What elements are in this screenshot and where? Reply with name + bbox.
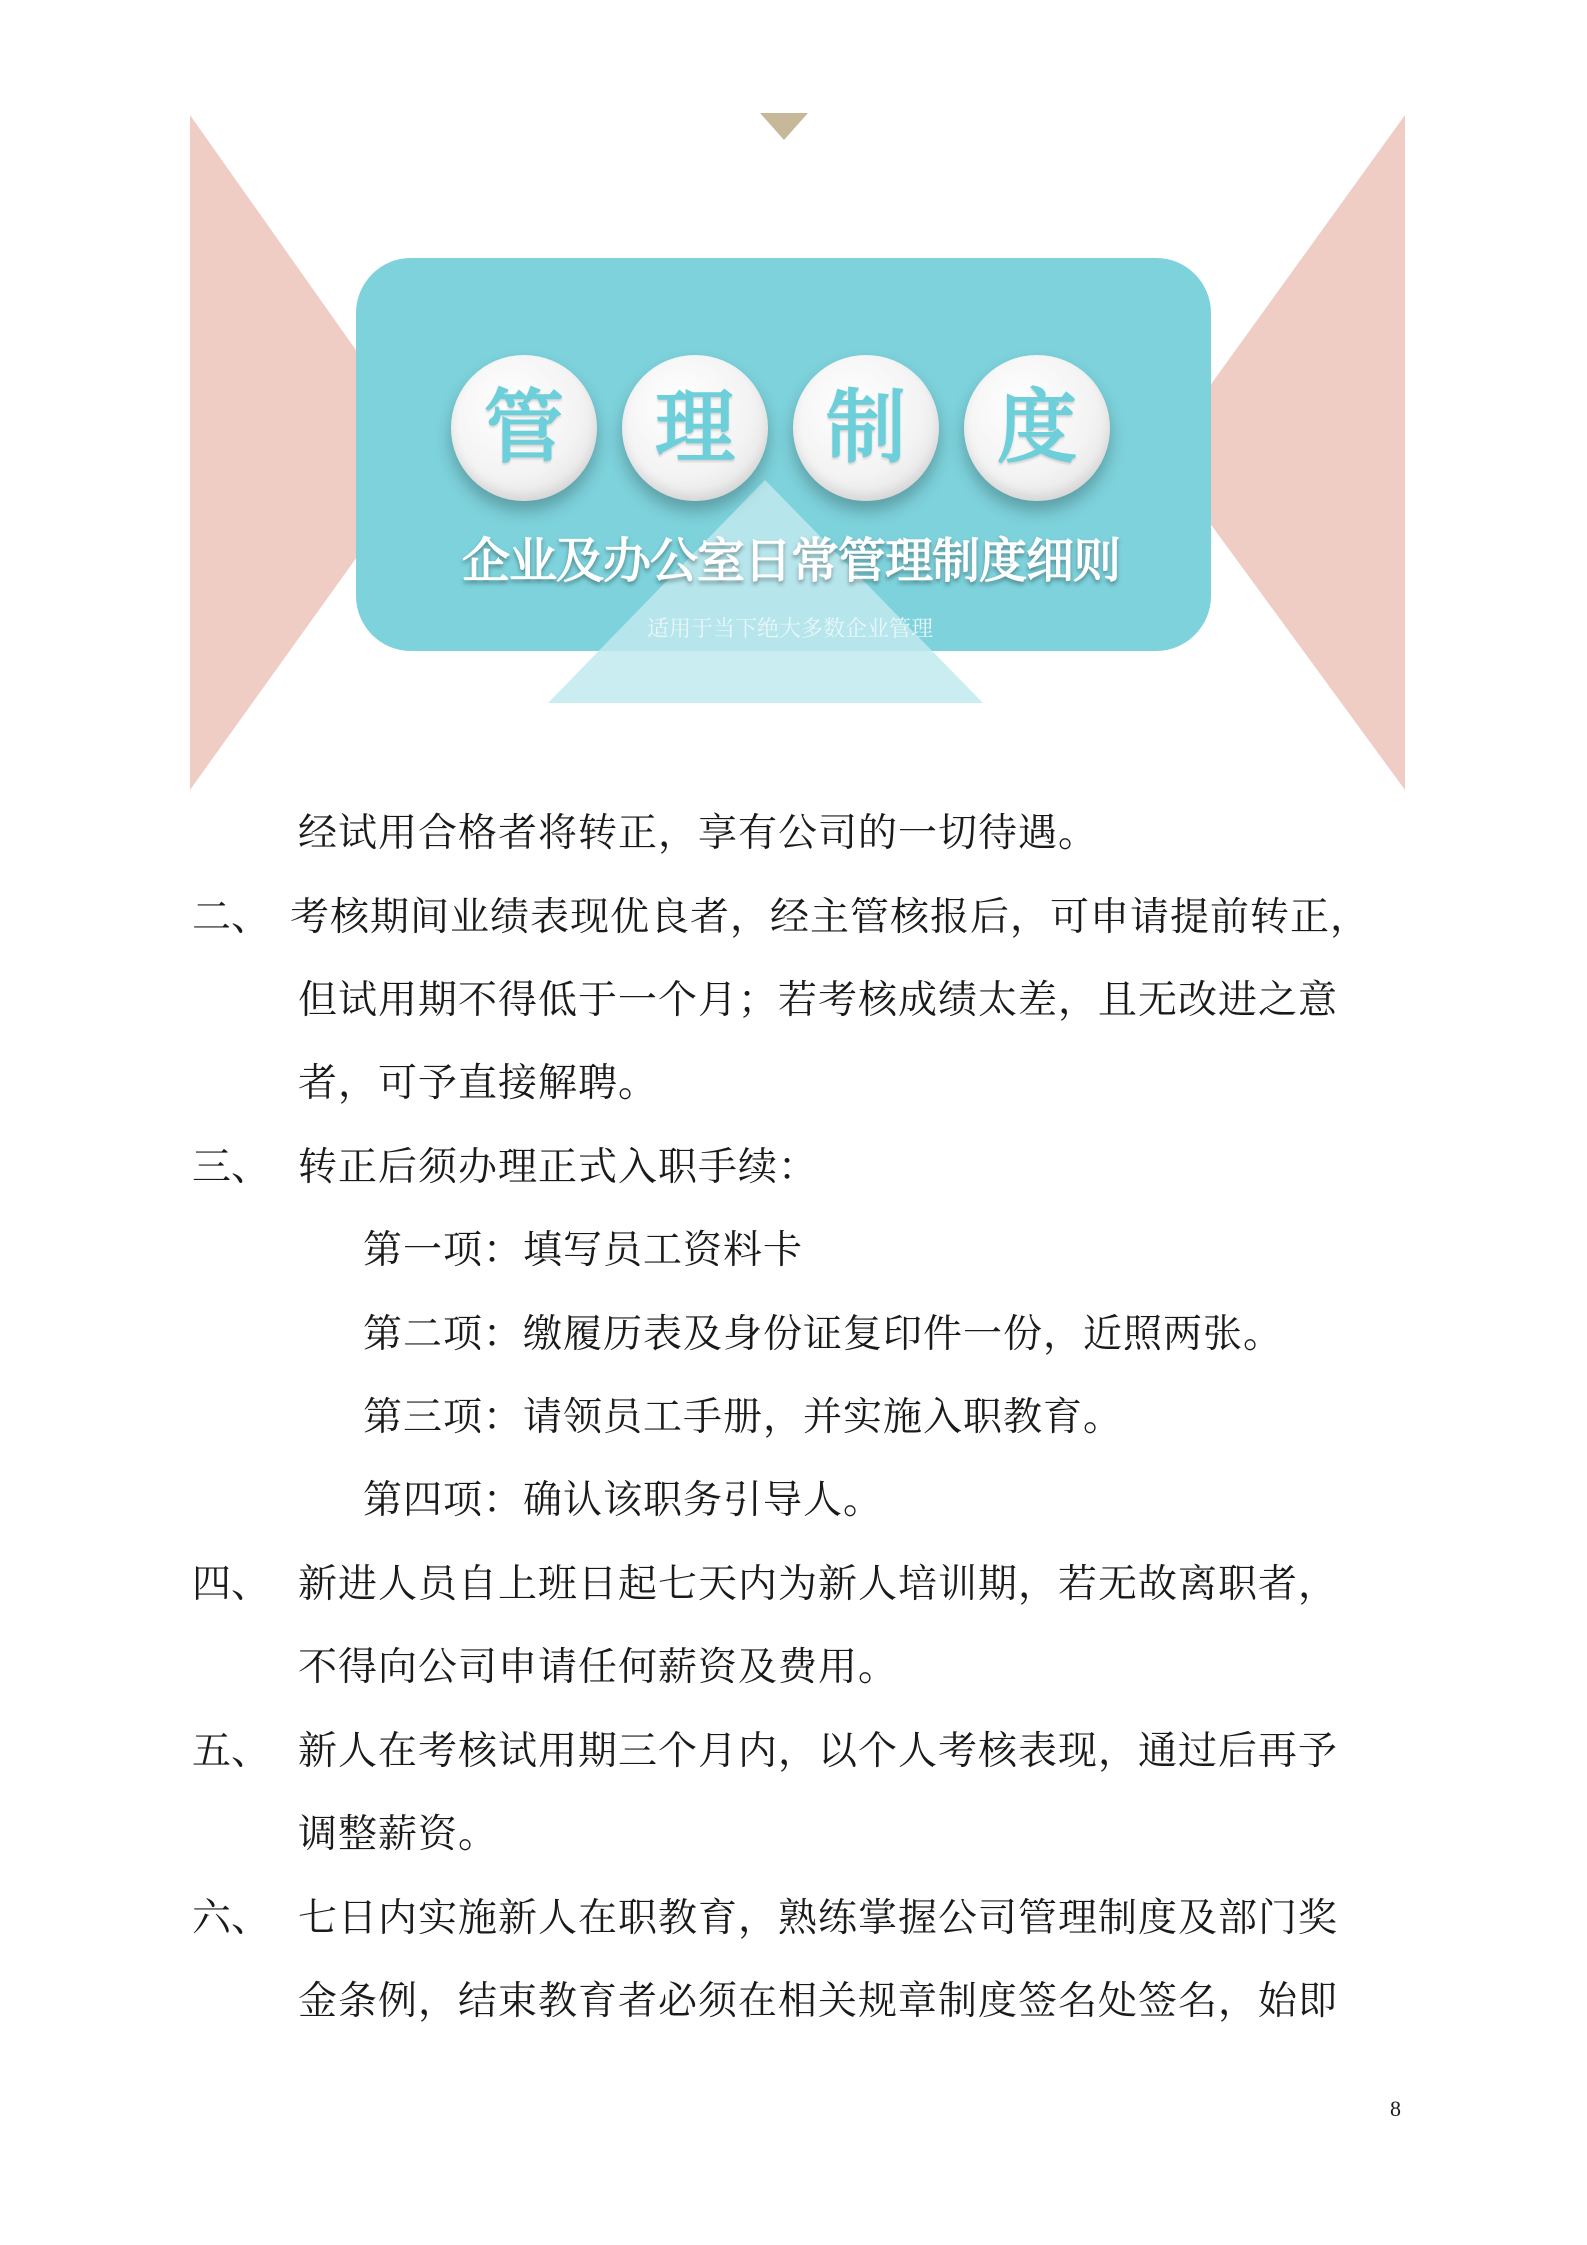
body-line: 考核期间业绩表现优良者，经主管核报后，可申请提前转正， xyxy=(290,895,1371,940)
page-number: 8 xyxy=(1390,2096,1401,2121)
body-line: 经试用合格者将转正，享有公司的一切待遇。 xyxy=(298,811,1099,856)
body-line: 金条例，结束教育者必须在相关规章制度签名处签名，始即 xyxy=(298,1979,1339,2024)
body-line: 转正后须办理正式入职手续： xyxy=(298,1145,819,1190)
body-line: 七日内实施新人在职教育，熟练掌握公司管理制度及部门奖 xyxy=(298,1896,1339,1941)
item-number: 四、 xyxy=(192,1562,271,1607)
sub-item-line: 第一项：填写员工资料卡 xyxy=(363,1228,804,1273)
title-char: 制 xyxy=(826,381,906,474)
item-number: 二、 xyxy=(192,895,271,940)
title-char-circle xyxy=(964,355,1110,501)
item-number: 五、 xyxy=(192,1729,271,1774)
banner-graphic xyxy=(0,0,1587,800)
sub-item-line: 第四项：确认该职务引导人。 xyxy=(363,1478,884,1523)
item-number: 六、 xyxy=(192,1896,271,1941)
sub-item-line: 第二项：缴履历表及身份证复印件一份，近照两张。 xyxy=(363,1312,1284,1357)
body-line: 调整薪资。 xyxy=(298,1812,499,1857)
sub-item-line: 第三项：请领员工手册，并实施入职教育。 xyxy=(363,1395,1124,1440)
title-char: 管 xyxy=(484,381,564,474)
body-line: 但试用期不得低于一个月；若考核成绩太差，且无改进之意 xyxy=(298,978,1339,1023)
body-line: 不得向公司申请任何薪资及费用。 xyxy=(298,1645,899,1690)
title-char-circle xyxy=(793,355,939,501)
banner-title: 企业及办公室日常管理制度细则 xyxy=(461,533,1120,589)
title-char: 理 xyxy=(655,381,735,474)
body-line: 新人在考核试用期三个月内，以个人考核表现，通过后再予 xyxy=(298,1729,1339,1774)
item-number: 三、 xyxy=(192,1145,271,1190)
body-line: 新进人员自上班日起七天内为新人培训期，若无故离职者， xyxy=(298,1562,1339,1607)
header-banner xyxy=(0,0,1587,800)
top-marker-triangle xyxy=(760,113,808,140)
title-char: 度 xyxy=(997,381,1077,474)
body-line: 者，可予直接解聘。 xyxy=(298,1061,659,1106)
title-char-circle xyxy=(622,355,768,501)
title-char-circle xyxy=(451,355,597,501)
banner-subtitle: 适用于当下绝大多数企业管理 xyxy=(646,617,933,642)
